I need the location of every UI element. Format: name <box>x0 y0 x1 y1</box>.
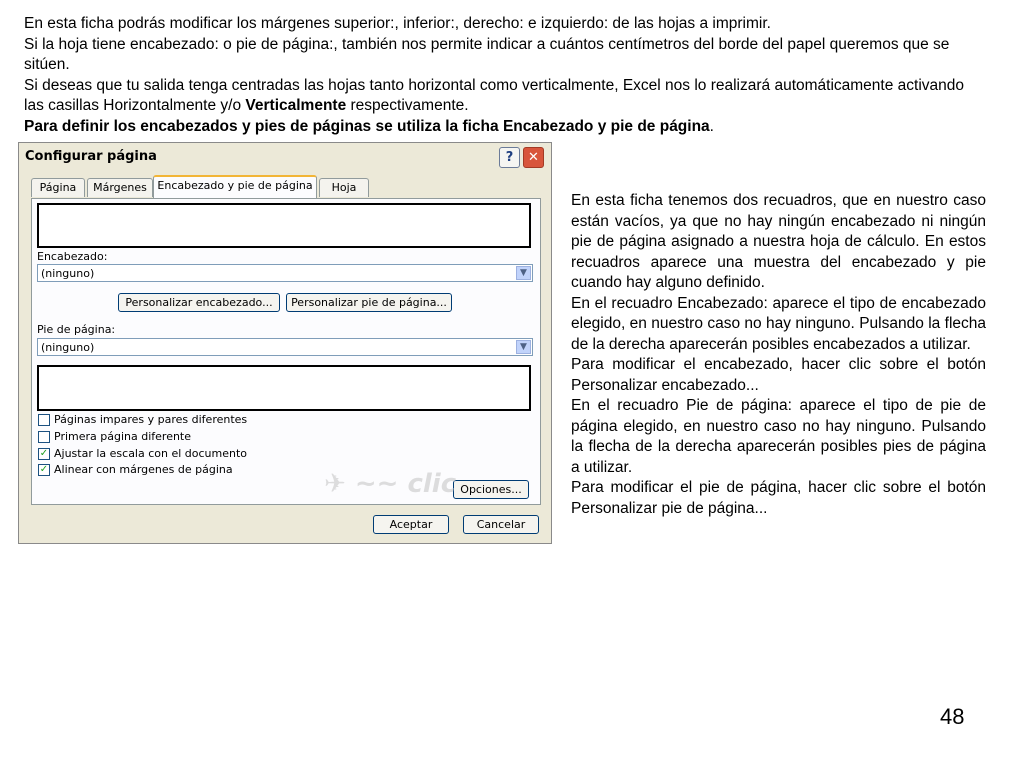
intro-paragraph-4 <box>24 117 986 138</box>
page-setup-dialog <box>18 142 552 544</box>
intro-text <box>24 14 986 137</box>
header-label: Encabezado: <box>37 250 108 263</box>
scale-doc-label: Ajustar la escala con el documento <box>54 447 248 460</box>
explanation-column <box>571 191 986 519</box>
footer-preview-box <box>37 365 531 411</box>
first-page-label: Primera página diferente <box>54 430 192 443</box>
intro-p3-end: respectivamente. <box>346 97 469 114</box>
intro-p4-bold: Para definir los encabezados y pies de páginas se utiliza la ficha Encabezado y pie de página <box>24 117 710 135</box>
align-margins-label: Alinear con márgenes de página <box>54 463 233 476</box>
align-margins-checkbox[interactable]: ✓ <box>39 464 49 475</box>
custom-header-button[interactable]: Personalizar encabezado... <box>118 293 280 312</box>
watermark-logo-icon: ✈ ~~ clic <box>324 469 457 499</box>
dialog-title: Configurar página <box>25 149 157 164</box>
options-button[interactable]: Opciones... <box>453 480 529 499</box>
ok-button[interactable]: Aceptar <box>373 515 449 534</box>
odd-even-label: Páginas impares y pares diferentes <box>54 413 248 426</box>
first-page-checkbox[interactable] <box>38 431 50 443</box>
header-preview-box <box>37 203 531 248</box>
dialog-titlebar <box>19 143 551 171</box>
explanation-paragraph-1: En esta ficha tenemos dos recuadros, que en nuestro caso están vacíos, ya que no hay ningún encabezado ni ningún pie de página asignado a nuestra hoja de cálculo. En estos recuadros aparece una muestra del encabezado y pie cuando hay alguno definido. <box>571 192 986 291</box>
explanation-paragraph-2: En el recuadro Encabezado: aparece el tipo de encabezado elegido, en nuestro caso no hay ninguno. Pulsando la flecha de la derecha aparecerán posibles encabezados a utilizar. <box>571 294 986 353</box>
tab-encabezado-pie[interactable]: Encabezado y pie de página <box>153 175 317 198</box>
explanation-paragraph-4: En el recuadro Pie de página: aparece el tipo de pie de página elegido, en nuestro caso no hay ninguno. Pulsando la flecha de la derecha aparecerán posibles pies de página a utilizar. <box>571 397 986 476</box>
scale-doc-checkbox[interactable]: ✓ <box>39 448 49 459</box>
tab-pagina[interactable]: Página <box>31 178 85 197</box>
page-number: 48 <box>940 704 965 729</box>
custom-footer-button[interactable]: Personalizar pie de página... <box>286 293 452 312</box>
footer-label: Pie de página: <box>37 323 116 336</box>
header-select[interactable] <box>37 264 533 282</box>
help-button[interactable]: ? <box>499 147 520 168</box>
intro-p3-bold: Verticalmente <box>245 97 347 114</box>
odd-even-checkbox[interactable] <box>38 414 50 426</box>
tab-hoja[interactable]: Hoja <box>319 178 369 197</box>
explanation-paragraph-3: Para modificar el encabezado, hacer clic sobre el botón Personalizar encabezado... <box>571 356 986 394</box>
explanation-paragraph-5: Para modificar el pie de página, hacer clic sobre el botón Personalizar pie de página... <box>571 479 986 517</box>
intro-paragraph-1: En esta ficha podrás modificar los márgenes superior:, inferior:, derecho: e izquierdo: de las hojas a imprimir. <box>24 15 771 32</box>
intro-p4-end: . <box>709 117 714 135</box>
tab-panel <box>31 198 541 505</box>
footer-select-value: (ninguno) <box>41 341 95 354</box>
chevron-down-icon[interactable]: ▼ <box>516 340 531 354</box>
close-button[interactable]: ✕ <box>523 147 544 168</box>
tab-margenes[interactable]: Márgenes <box>87 178 153 197</box>
cancel-button[interactable]: Cancelar <box>463 515 539 534</box>
footer-select[interactable] <box>37 338 533 356</box>
header-select-value: (ninguno) <box>41 267 95 280</box>
chevron-down-icon[interactable]: ▼ <box>516 266 531 280</box>
intro-p3-start: Si deseas que tu salida tenga centradas las hojas tanto horizontal como verticalmente, Excel nos lo realizará automáticamente activando las casillas Horizontalmente y/o <box>24 76 965 114</box>
intro-paragraph-2: Si la hoja tiene encabezado: o pie de página:, también nos permite indicar a cuántos centímetros del borde del papel queremos que se sitúen. <box>24 35 950 73</box>
intro-paragraph-3 <box>24 76 986 117</box>
